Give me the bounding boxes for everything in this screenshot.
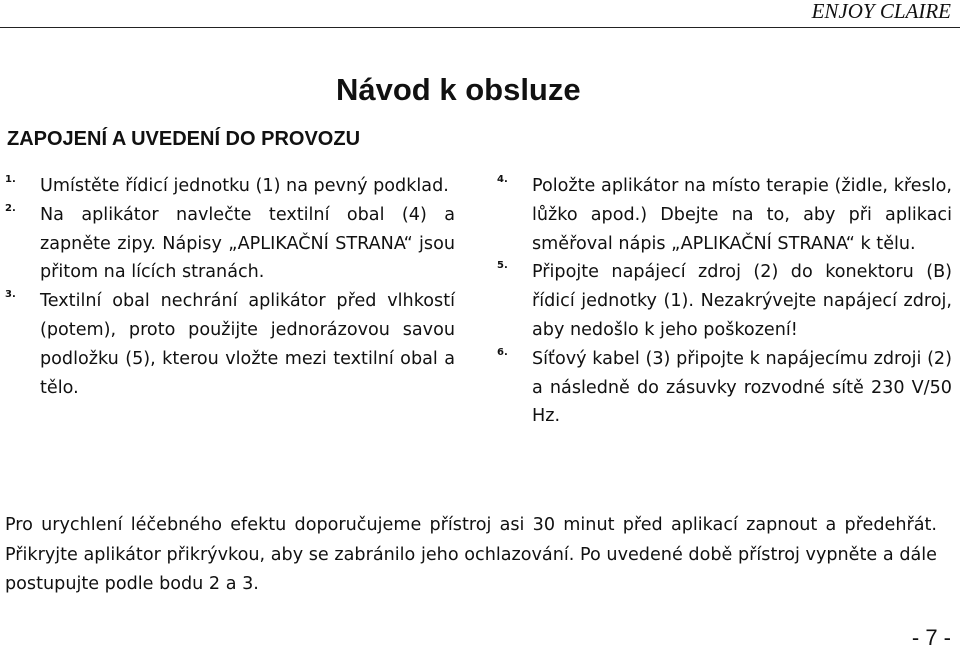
step-text: Textilní obal nechrání aplikátor před vlhkostí (potem), proto použijte jednorázovou savou podložku (5), kterou vložte mezi textilní obal a tělo. [40,291,455,398]
step-number: 2. [5,202,16,214]
step-number: 3. [5,289,16,301]
page-number: - 7 - [911,625,951,650]
step-text: Na aplikátor navlečte textilní obal (4) a zapněte zipy. Nápisy „APLIKAČNÍ STRANA“ jsou přitom na lících stranách. [40,204,455,283]
step-number: 1. [5,174,16,185]
step-item [497,172,952,258]
preheat-note: Pro urychlení léčebného efektu doporučujeme přístroj asi 30 minut před aplikací zapnout a předehřát. Přikryjte aplikátor přikrývkou, aby se zabránilo jeho ochlazování. Po uvedené době přístroj vypněte a dále postupujte podle bodu 2 a 3. [5,515,937,594]
section-heading: ZAPOJENÍ A UVEDENÍ DO PROVOZU [7,128,361,150]
step-text: Položte aplikátor na místo terapie (židle, křeslo, lůžko apod.) Dbejte na to, aby při aplikaci směřoval nápis „APLIKAČNÍ STRANA“ k tělu. [532,176,952,254]
step-item [497,345,952,431]
step-number: 5. [497,260,508,272]
step-number: 4. [497,174,508,185]
step-number: 6. [497,346,508,358]
header-rule [0,27,960,28]
step-item [497,258,952,344]
steps-right-column [497,172,952,431]
step-item [5,287,455,402]
step-item [5,172,455,201]
brand-name: ENJOY CLAIRE [811,0,951,23]
steps-left-column [5,172,455,402]
step-item [5,201,455,287]
step-text: Připojte napájecí zdroj (2) do konektoru (B) řídicí jednotky (1). Nezakrývejte napájecí zdroj, aby nedošlo k jeho poškození! [532,262,952,340]
step-text: Umístěte řídicí jednotku (1) na pevný podklad. [40,176,449,196]
step-text: Síťový kabel (3) připojte k napájecímu zdroji (2) a následně do zásuvky rozvodné sítě 230 V/50 Hz. [532,348,952,427]
page-title: Návod k obsluze [336,72,581,107]
